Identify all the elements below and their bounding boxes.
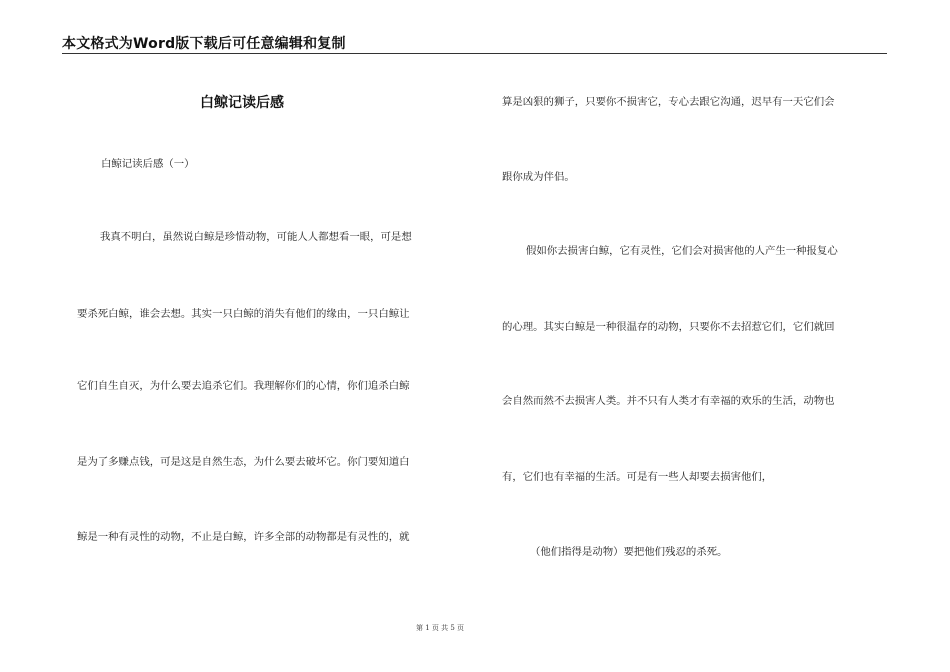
right-line-6: 有，它们也有幸福的生活。可是有一些人却要去损害他们， [502, 471, 773, 483]
page-number: 第 1 页 共 5 页 [415, 624, 465, 632]
right-line-1: 算是凶狠的狮子，只要你不损害它，专心去跟它沟通，迟早有一天它们会 [502, 96, 835, 108]
left-paragraph-heading: 白鲸记读后感（一） [101, 158, 195, 170]
right-line-7: （他们指得是动物）要把他们残忍的杀死。 [530, 546, 728, 558]
left-line-4: 是为了多赚点钱，可是这是自然生态，为什么要去破坏它。你门要知道白 [77, 456, 410, 468]
right-line-5: 会自然而然不去损害人类。并不只有人类才有幸福的欢乐的生活，动物也 [502, 395, 835, 407]
header-banner: 本文格式为Word版下载后可任意编辑和复制 [62, 36, 346, 52]
right-line-3: 假如你去损害白鲸，它有灵性，它们会对损害他的人产生一种报复心 [526, 245, 838, 257]
left-line-5: 鲸是一种有灵性的动物，不止是白鲸，许多全部的动物都是有灵性的，就 [77, 531, 410, 543]
left-line-1: 我真不明白，虽然说白鲸是珍惜动物，可能人人都想看一眼，可是想 [100, 231, 412, 243]
right-line-4: 的心理。其实白鲸是一种很温存的动物，只要你不去招惹它们，它们就回 [502, 321, 835, 333]
left-line-2: 要杀死白鲸，谁会去想。其实一只白鲸的消失有他们的缘由，一只白鲸让 [77, 308, 410, 320]
document-title: 白鲸记读后感 [200, 95, 284, 111]
left-line-3: 它们自生自灭，为什么要去追杀它们。我理解你们的心情，你们追杀白鲸 [77, 380, 410, 392]
header-divider [62, 53, 887, 54]
right-line-2: 跟你成为伴侣。 [502, 171, 575, 183]
